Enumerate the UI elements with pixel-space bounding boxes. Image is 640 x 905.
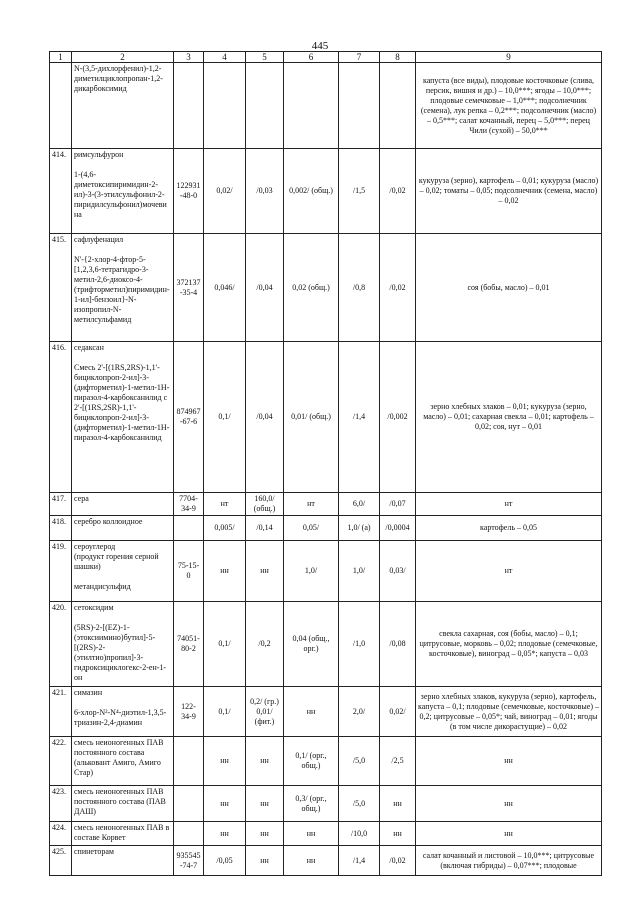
table-row	[50, 149, 602, 234]
column-header: 8	[380, 52, 416, 63]
value-col-4: 0,005/	[204, 516, 246, 541]
substance-name: серебро коллоидное	[72, 516, 174, 541]
table-row	[50, 234, 602, 342]
row-number: 420.	[50, 602, 72, 687]
value-col-4	[204, 63, 246, 149]
value-col-7	[339, 63, 380, 149]
value-col-7: /5,0	[339, 737, 380, 786]
value-col-7: 6,0/	[339, 493, 380, 516]
value-col-7: /10,0	[339, 822, 380, 846]
value-col-6: 0,02 (общ.)	[284, 234, 339, 342]
column-header: 9	[416, 52, 602, 63]
row-number: 423.	[50, 786, 72, 822]
cas-number: 122931-48-0	[174, 149, 204, 234]
value-col-5: 160,0/ (общ.)	[246, 493, 284, 516]
value-col-5: нн	[246, 822, 284, 846]
value-col-5: нн	[246, 786, 284, 822]
value-col-6: нн	[284, 822, 339, 846]
value-col-4: нт	[204, 493, 246, 516]
value-col-5: 0,2/ (гр.) 0,01/ (фит.)	[246, 687, 284, 737]
column-header: 2	[72, 52, 174, 63]
value-col-8	[380, 63, 416, 149]
table-row	[50, 687, 602, 737]
residue-limits: нт	[416, 541, 602, 602]
value-col-6: 1,0/	[284, 541, 339, 602]
table-row	[50, 493, 602, 516]
substance-name: смесь неионогенных ПАВ постоянного состава (альковант Амиго, Амиго Стар)	[72, 737, 174, 786]
substance-name: седаксан Смесь 2'-[(1RS,2RS)-1,1'-бициклопроп-2-ил]-3-(дифторметил)-1-метил-1H-пиразол-4-карбоксанилид с 2'-[(1RS,2SR)-1,1'-бициклопроп-2-ил]-3-(дифторметил)-1-метил-1H-пиразол-4-карбоксанилид	[72, 342, 174, 493]
value-col-4: 0,1/	[204, 342, 246, 493]
value-col-6: 0,3/ (орг., общ.)	[284, 786, 339, 822]
page-number: 445	[311, 40, 329, 52]
value-col-4: 0,046/	[204, 234, 246, 342]
value-col-5: /0,04	[246, 342, 284, 493]
row-number: 425.	[50, 846, 72, 876]
value-col-4: 0,1/	[204, 602, 246, 687]
residue-limits: нн	[416, 737, 602, 786]
value-col-5	[246, 63, 284, 149]
cas-number	[174, 786, 204, 822]
substance-name: смесь неионогенных ПАВ постоянного состава (ПАВ ДАШ)	[72, 786, 174, 822]
table-row	[50, 846, 602, 876]
substance-name: сероуглерод (продукт горения серной шашки) метандисульфид	[72, 541, 174, 602]
row-number: 415.	[50, 234, 72, 342]
value-col-7: 1,0/	[339, 541, 380, 602]
value-col-7: /5,0	[339, 786, 380, 822]
value-col-5: нн	[246, 541, 284, 602]
value-col-6: 0,01/ (общ.)	[284, 342, 339, 493]
row-number: 424.	[50, 822, 72, 846]
residue-limits: нн	[416, 786, 602, 822]
value-col-4: нн	[204, 737, 246, 786]
value-col-6: нт	[284, 493, 339, 516]
column-header: 3	[174, 52, 204, 63]
row-number: 414.	[50, 149, 72, 234]
value-col-6	[284, 63, 339, 149]
value-col-4: нн	[204, 541, 246, 602]
value-col-8: нн	[380, 786, 416, 822]
residue-limits: нт	[416, 493, 602, 516]
value-col-7: /1,0	[339, 602, 380, 687]
column-header: 7	[339, 52, 380, 63]
substance-name: сера	[72, 493, 174, 516]
value-col-8: /0,08	[380, 602, 416, 687]
table-row	[50, 737, 602, 786]
value-col-5: /0,2	[246, 602, 284, 687]
substance-name: симазин 6-хлор-N²-N⁴-диэтил-1,3,5-триазин-2,4-диамин	[72, 687, 174, 737]
cas-number: 74051-80-2	[174, 602, 204, 687]
table-row	[50, 822, 602, 846]
value-col-7: 1,0/ (а)	[339, 516, 380, 541]
substance-name: спинеторам	[72, 846, 174, 876]
table-row	[50, 516, 602, 541]
column-header: 6	[284, 52, 339, 63]
value-col-8: /0,0004	[380, 516, 416, 541]
residue-limits: свекла сахарная, соя (бобы, масло) – 0,1; цитрусовые, морковь – 0,02; плодовые (семечковые, косточковые), виноград – 0,05*; капуста – 0,03	[416, 602, 602, 687]
column-header: 5	[246, 52, 284, 63]
value-col-5: /0,03	[246, 149, 284, 234]
table-row	[50, 63, 602, 149]
cas-number	[174, 737, 204, 786]
column-header: 1	[50, 52, 72, 63]
cas-number	[174, 63, 204, 149]
value-col-8: /0,002	[380, 342, 416, 493]
value-col-6: нн	[284, 846, 339, 876]
value-col-8: /2,5	[380, 737, 416, 786]
value-col-5: /0,04	[246, 234, 284, 342]
substance-name: сафлуфенацил N'-{2-хлор-4-фтор-5-[1,2,3,6-тетрагидро-3-метил-2,6-диоксо-4-(трифторметил)пиримидин-1-ил]-бензоил}-N-изопропил-N-метилсульфамид	[72, 234, 174, 342]
residue-limits: капуста (все виды), плодовые косточковые (слива, персик, вишня и др.) – 10,0***; ягоды – 10,0***; плодовые семечковые – 1,0***; подсолнечник (семена), лук репка – 0,2***; подсолнечник (масло) – 0,5***; салат кочанный, перец – 5,0***; перец Чили (сухой) – 50,0***	[416, 63, 602, 149]
value-col-7: /0,8	[339, 234, 380, 342]
residue-limits: зерно хлебных злаков – 0,01; кукуруза (зерно, масло) – 0,01; сахарная свекла – 0,01; картофель – 0,02; соя, нут – 0,01	[416, 342, 602, 493]
row-number: 416.	[50, 342, 72, 493]
value-col-8: 0,03/	[380, 541, 416, 602]
table-row	[50, 786, 602, 822]
residue-limits: соя (бобы, масло) – 0,01	[416, 234, 602, 342]
value-col-7: /1,4	[339, 846, 380, 876]
value-col-5: нн	[246, 737, 284, 786]
table-row	[50, 602, 602, 687]
cas-number: 7704-34-9	[174, 493, 204, 516]
row-number: 422.	[50, 737, 72, 786]
table-row	[50, 342, 602, 493]
value-col-6: нн	[284, 687, 339, 737]
value-col-8: /0,02	[380, 149, 416, 234]
value-col-6: 0,04 (общ., орг.)	[284, 602, 339, 687]
value-col-8: 0,02/	[380, 687, 416, 737]
value-col-4: /0,05	[204, 846, 246, 876]
residue-limits: зерно хлебных злаков, кукуруза (зерно), картофель, капуста – 0,1; плодовые (семечковые, косточковые) – 0,2; цитрусовые – 0,05*; чай, виноград – 0,01; ягоды (в том числе дикорастущие) – 0,02	[416, 687, 602, 737]
value-col-6: 0,05/	[284, 516, 339, 541]
value-col-7: /1,4	[339, 342, 380, 493]
header-row	[50, 52, 602, 63]
value-col-6: 0,1/ (орг., общ.)	[284, 737, 339, 786]
value-col-4: 0,1/	[204, 687, 246, 737]
value-col-8: /0,07	[380, 493, 416, 516]
row-number: 417.	[50, 493, 72, 516]
data-table	[49, 51, 602, 876]
value-col-4: нн	[204, 822, 246, 846]
row-number: 418.	[50, 516, 72, 541]
residue-limits: картофель – 0,05	[416, 516, 602, 541]
cas-number	[174, 516, 204, 541]
cas-number: 372137-35-4	[174, 234, 204, 342]
substance-name: сетоксидим (5RS)-2-[(EZ)-1-(этоксиимино)бутил]-5-[(2RS)-2-(этилтио)пропил]-3-гидроксициклогекс-2-ен-1-он	[72, 602, 174, 687]
residue-limits: салат кочанный и листовой – 10,0***; цитрусовые (включая гибриды) – 0,07***; плодовые	[416, 846, 602, 876]
cas-number: 75-15-0	[174, 541, 204, 602]
row-number: 419.	[50, 541, 72, 602]
residue-limits: кукуруза (зерно), картофель – 0,01; кукуруза (масло) – 0,02; томаты – 0,05; подсолнечник (семена, масло) – 0,02	[416, 149, 602, 234]
row-number: 421.	[50, 687, 72, 737]
substance-name: смесь неионогенных ПАВ в составе Корвет	[72, 822, 174, 846]
value-col-8: /0,02	[380, 234, 416, 342]
value-col-8: /0,02	[380, 846, 416, 876]
value-col-5: нн	[246, 846, 284, 876]
cas-number: 874967-67-6	[174, 342, 204, 493]
cas-number: 935545-74-7	[174, 846, 204, 876]
value-col-7: /1,5	[339, 149, 380, 234]
row-number	[50, 63, 72, 149]
cas-number: 122-34-9	[174, 687, 204, 737]
substance-name: N-(3,5-дихлорфенил)-1,2-диметилциклопропан-1,2-дикарбоксимид	[72, 63, 174, 149]
value-col-7: 2,0/	[339, 687, 380, 737]
value-col-6: 0,002/ (общ.)	[284, 149, 339, 234]
value-col-4: 0,02/	[204, 149, 246, 234]
column-header: 4	[204, 52, 246, 63]
substance-name: римсульфурон 1-(4,6-диметоксипиримидин-2-ил)-3-(3-этилсульфонил-2-пиридилсульфонил)мочевина	[72, 149, 174, 234]
value-col-5: /0,14	[246, 516, 284, 541]
value-col-8: нн	[380, 822, 416, 846]
cas-number	[174, 822, 204, 846]
value-col-4: нн	[204, 786, 246, 822]
residue-limits: нн	[416, 822, 602, 846]
table-row	[50, 541, 602, 602]
